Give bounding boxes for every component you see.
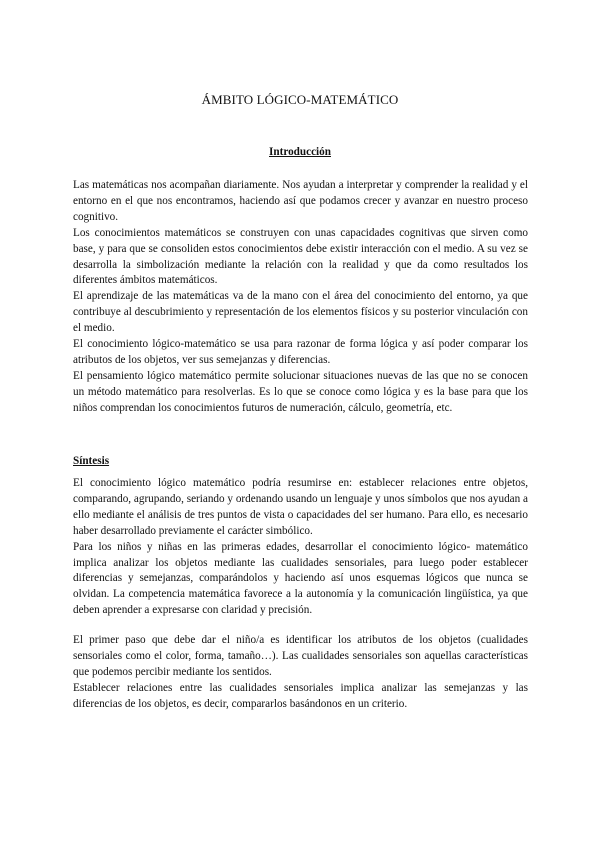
paragraph: Las matemáticas nos acompañan diariamente. Nos ayudan a interpretar y comprender la realidad y el entorno en el que nos encontramos, haciendo así que podamos crecer y avanzar en nuestro proceso cognitivo. bbox=[73, 179, 528, 223]
section-heading-introduccion: Introducción bbox=[269, 146, 331, 158]
section-body-introduccion bbox=[73, 178, 528, 417]
paragraph: Establecer relaciones entre las cualidades sensoriales implica analizar las semejanzas y las diferencias de los objetos, es decir, compararlos basándonos en un criterio. bbox=[73, 681, 528, 710]
section-heading-sintesis: Síntesis bbox=[73, 455, 110, 467]
section-body-sintesis bbox=[73, 476, 528, 619]
paragraph: El pensamiento lógico matemático permite solucionar situaciones nuevas de las que no se conocen un método matemático para resolverlas. Es lo que se conoce como lógica y es la base para que los niños comprendan los conocimientos futuros de numeración, cálculo, geometría, etc. bbox=[73, 369, 528, 414]
paragraph: El aprendizaje de las matemáticas va de la mano con el área del conocimiento del entorno, ya que contribuye al descubrimiento y representación de los elementos físicos y su posterior vinculación con el medio. bbox=[73, 290, 528, 335]
page-title: ÁMBITO LÓGICO-MATEMÁTICO bbox=[201, 92, 399, 107]
paragraph: El conocimiento lógico-matemático se usa para razonar de forma lógica y así poder comparar los atributos de los objetos, ver sus semejanzas y diferencias. bbox=[73, 338, 528, 366]
section-body-sintesis-continued bbox=[73, 633, 528, 713]
paragraph: Los conocimientos matemáticos se construyen con unas capacidades cognitivas que sirven como base, y para que se consoliden estos conocimientos debe existir interacción con el medio. A su vez se desarrolla la simbolización mediante la relación con la realidad y que da como resultados los diferentes ámbitos matemáticos. bbox=[73, 226, 528, 287]
paragraph: Para los niños y niñas en las primeras edades, desarrollar el conocimiento lógico- matemático implica analizar los objetos mediante las cualidades sensoriales, para luego poder establecer diferencias y semejanzas, comparándolos y haciendo así unos esquemas lógicos que nunca se olvidan. La competencia matemática favorece a la autonomía y la comunicación lingüística, ya que deben aprender a expresarse con claridad y precisión. bbox=[73, 540, 528, 617]
paragraph: El conocimiento lógico matemático podría resumirse en: establecer relaciones entre objetos, comparando, agrupando, seriando y ordenando usando un lenguaje y unos símbolos que nos ayudan a ello mediante el análisis de tres puntos de vista o capacidades del ser humano. Para ello, es necesario haber desarrollado previamente el carácter simbólico. bbox=[73, 477, 528, 537]
paragraph: El primer paso que debe dar el niño/a es identificar los atributos de los objetos (cualidades sensoriales como el color, forma, tamaño…). Las cualidades sensoriales son aquellas características que podemos percibir mediante los sentidos. bbox=[73, 634, 528, 678]
